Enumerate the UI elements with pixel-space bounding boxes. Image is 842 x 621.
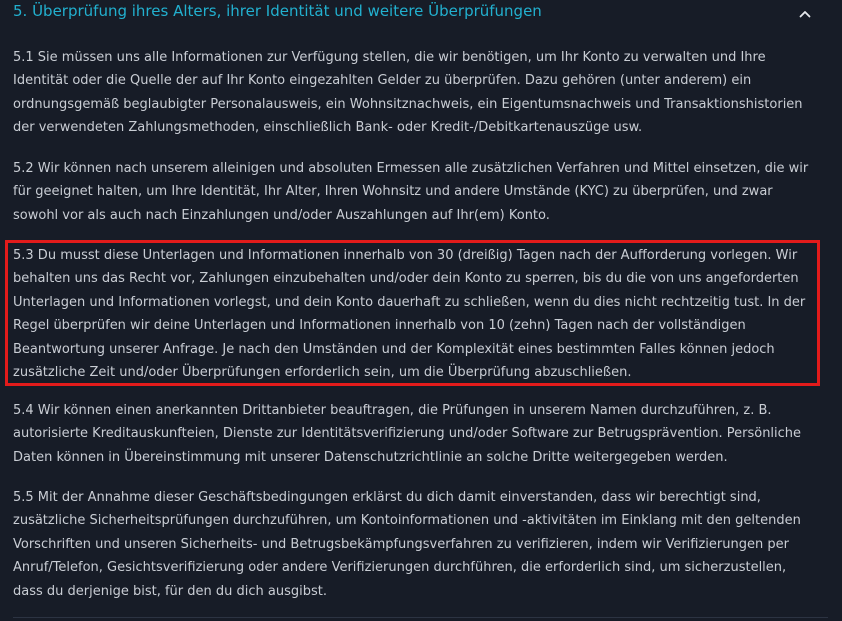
section-divider — [13, 617, 828, 618]
section-title: 5. Überprüfung ihres Alters, ihrer Identität und weitere Überprüfungen — [13, 2, 542, 20]
paragraph-5-5: 5.5 Mit der Annahme dieser Geschäftsbedingungen erklärst du dich damit einverstanden, dass wir berechtigt sind, zusätzliche Sicherheitsprüfungen durchzuführen, um Kontoinformationen und -aktivitäten im Einklang mit den geltenden Vorschriften und unseren Sicherheits- und Betrugsbekämpfungsverfahren zu verifizieren, indem wir Verifizierungen per Anruf/Telefon, Gesichtsverifizierung oder andere Verifizierungen durchführen, die erforderlich sind, um sicherzustellen, dass du derjenige bist, für den du dich ausgibst. — [13, 490, 801, 599]
paragraph-5-3: 5.3 Du musst diese Unterlagen und Informationen innerhalb von 30 (dreißig) Tagen nach der Aufforderung vorlegen. Wir behalten uns das Recht vor, Zahlungen einzubehalten und/oder dein Konto zu sperren, bis du die von uns angeforderten Unterlagen und Informationen vorlegst, und dein Konto dauerhaft zu schließen, wenn du dies nicht rechtzeitig tust. In der Regel überprüfen wir deine Unterlagen und Informationen innerhalb von 10 (zehn) Tagen nach der vollständigen Beantwortung unserer Anfrage. Je nach den Umständen und der Komplexität eines bestimmten Falles können jedoch zusätzliche Zeit und/oder Überprüfungen erforderlich sein, um die Überprüfung abzuschließen. — [13, 248, 806, 381]
paragraph-5-2: 5.2 Wir können nach unserem alleinigen und absoluten Ermessen alle zusätzlichen Verfahren und Mittel einsetzen, die wir für geeignet halten, um Ihre Identität, Ihr Alter, Ihren Wohnsitz und andere Umstände (KYC) zu überprüfen, und zwar sowohl vor als auch nach Einzahlungen und/oder Auszahlungen auf Ihr(em) Konto. — [13, 161, 809, 223]
paragraph-5-1: 5.1 Sie müssen uns alle Informationen zur Verfügung stellen, die wir benötigen, um Ihr Konto zu verwalten und Ihre Identität oder die Quelle der auf Ihr Konto eingezahlten Gelder zu überprüfen. Dazu gehören (unter anderem) ein ordnungsgemäß beglaubigter Personalausweis, ein Wohnsitznachweis, ein Eigentumsnachweis und Transaktionshistorien der verwendeten Zahlungsmethoden, einschließlich Bank- oder Kredit-/Debitkartenauszüge usw. — [13, 50, 803, 136]
chevron-up-icon[interactable] — [795, 4, 815, 24]
section-header[interactable] — [0, 0, 842, 30]
paragraph-5-4: 5.4 Wir können einen anerkannten Drittanbieter beauftragen, die Prüfungen in unserem Namen durchzuführen, z. B. autorisierte Kreditauskunfteien, Dienste zur Identitätsverifizierung und/oder Software zur Betrugsprävention. Persönliche Daten können in Übereinstimmung mit unserer Datenschutzrichtlinie an solche Dritte weitergegeben werden. — [13, 403, 802, 465]
